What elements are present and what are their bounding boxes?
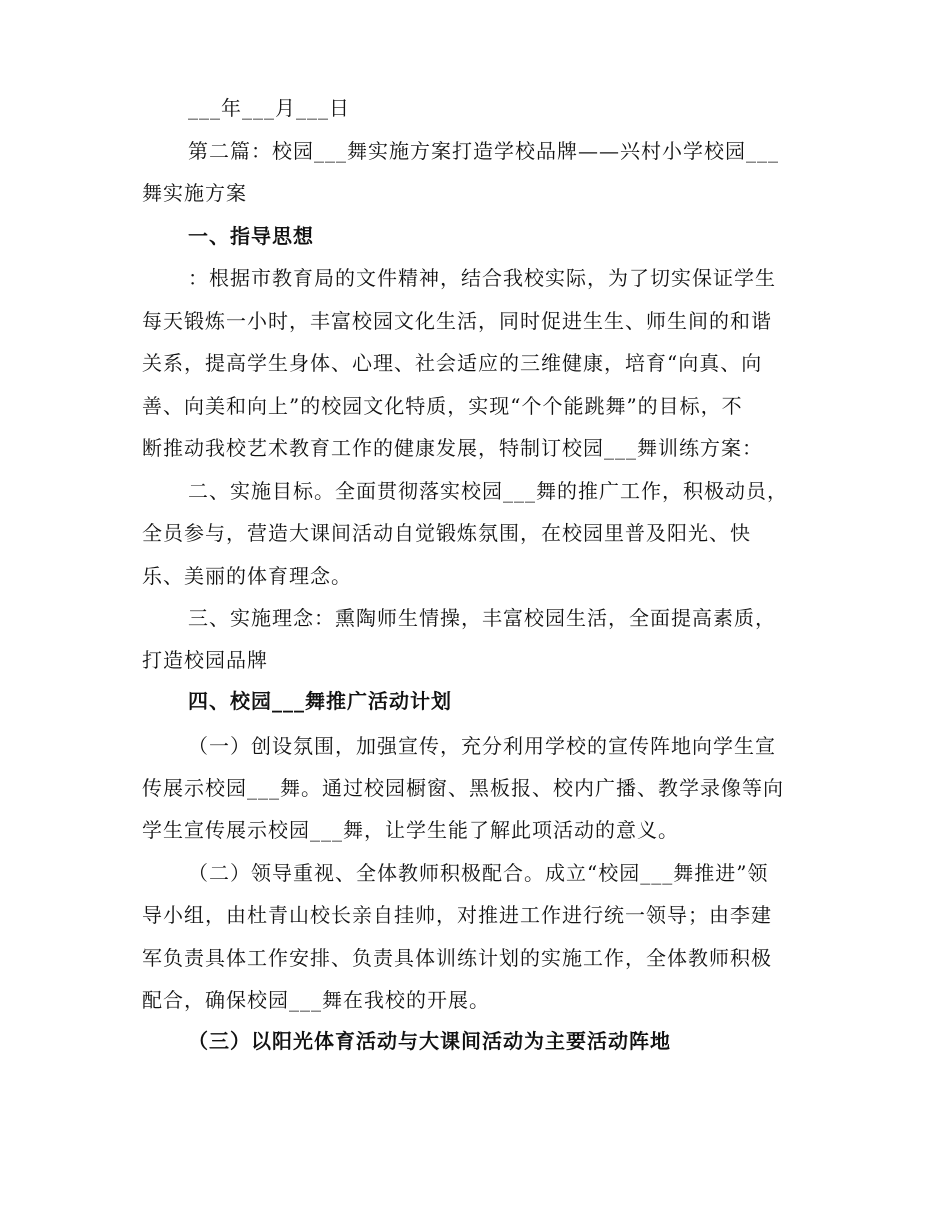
section1-paragraph-line: 善、向美和向上”的校园文化特质，实现“个个能跳舞”的目标，不	[142, 394, 743, 418]
item1-paragraph-line: 传展示校园___舞。通过校园橱窗、黑板报、校内广播、教学录像等向	[142, 776, 784, 800]
section1-paragraph-line: 每天锻炼一小时，丰富校园文化生活，同时促进生生、师生间的和谐	[142, 309, 772, 333]
item3-heading: （三）以阳光体育活动与大课间活动为主要活动阵地	[188, 1029, 671, 1053]
section1-heading: 一、指导思想	[188, 224, 314, 248]
section3-paragraph-line: 打造校园品牌	[142, 648, 268, 672]
section3-paragraph-line: 三、实施理念：熏陶师生情操，丰富校园生活，全面提高素质，	[188, 606, 776, 630]
section1-paragraph-line: ：根据市教育局的文件精神，结合我校实际，为了切实保证学生	[188, 266, 776, 290]
section1-paragraph-line: 关系，提高学生身体、心理、社会适应的三维健康，培育“向真、向	[142, 351, 763, 375]
document-title-line1: 第二篇：校园___舞实施方案打造学校品牌——兴村小学校园___	[188, 139, 779, 163]
document-title-line2: 舞实施方案	[142, 181, 247, 205]
item1-paragraph-line: 学生宣传展示校园___舞，让学生能了解此项活动的意义。	[142, 818, 679, 842]
section2-paragraph-line: 乐、美丽的体育理念。	[142, 564, 352, 588]
item2-paragraph-line: 导小组，由杜青山校长亲自挂帅，对推进工作进行统一领导；由李建	[142, 903, 772, 927]
section2-paragraph-line: 二、实施目标。全面贯彻落实校园___舞的推广工作，积极动员，	[188, 479, 788, 503]
date-line: ___年___月___日	[188, 96, 350, 120]
item2-paragraph-line: （二）领导重视、全体教师积极配合。成立“校园___舞推进”领	[188, 861, 769, 885]
item2-paragraph-line: 配合，确保校园___舞在我校的开展。	[142, 988, 490, 1012]
section2-paragraph-line: 全员参与，营造大课间活动自觉锻炼氛围，在校园里普及阳光、快	[142, 521, 751, 545]
item1-paragraph-line: （一）创设氛围，加强宣传，充分利用学校的宣传阵地向学生宣	[188, 734, 776, 758]
section4-heading: 四、校园___舞推广活动计划	[188, 689, 452, 713]
item2-paragraph-line: 军负责具体工作安排、负责具体训练计划的实施工作，全体教师积极	[142, 946, 772, 970]
section1-paragraph-line: 断推动我校艺术教育工作的健康发展，特制订校园___舞训练方案：	[142, 436, 763, 460]
